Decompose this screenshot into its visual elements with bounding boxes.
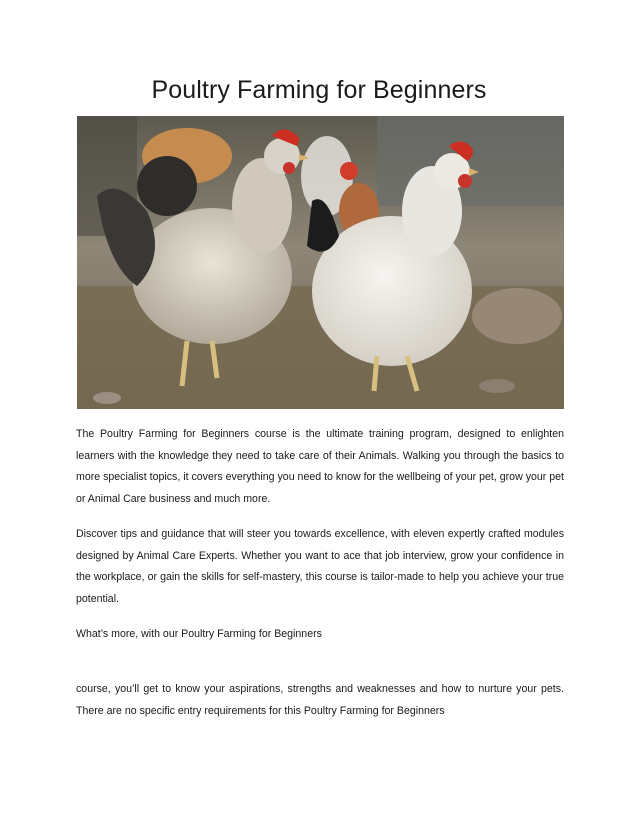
paragraph-discover: Discover tips and guidance that will steer you towards excellence, with eleven expertly crafted modules designed by Animal Care Experts. Whether you want to ace that job interview, grow your confidence in the workplace, or gain the skills for self-mastery, this course is tailor-made to help you achieve your true potential. <box>76 528 564 605</box>
page-title: Poultry Farming for Beginners <box>151 76 487 104</box>
paragraph-whats-more: What’s more, with our Poultry Farming for Beginners <box>76 628 322 640</box>
paragraph-intro: The Poultry Farming for Beginners course is the ultimate training program, designed to enlighten learners with the knowledge they need to take care of their Animals. Walking you through the basics to more specialist topics, it covers everything you need to know for the wellbeing of your pet, grow your pet or Animal Care business and much more. <box>76 428 564 505</box>
chickens-photo <box>77 116 564 409</box>
paragraph-course: course, you’ll get to know your aspirations, strengths and weaknesses and how to nurture your pets. There are no specific entry requirements for this Poultry Farming for Beginners <box>76 683 564 717</box>
chickens-photo-icon <box>77 116 564 409</box>
